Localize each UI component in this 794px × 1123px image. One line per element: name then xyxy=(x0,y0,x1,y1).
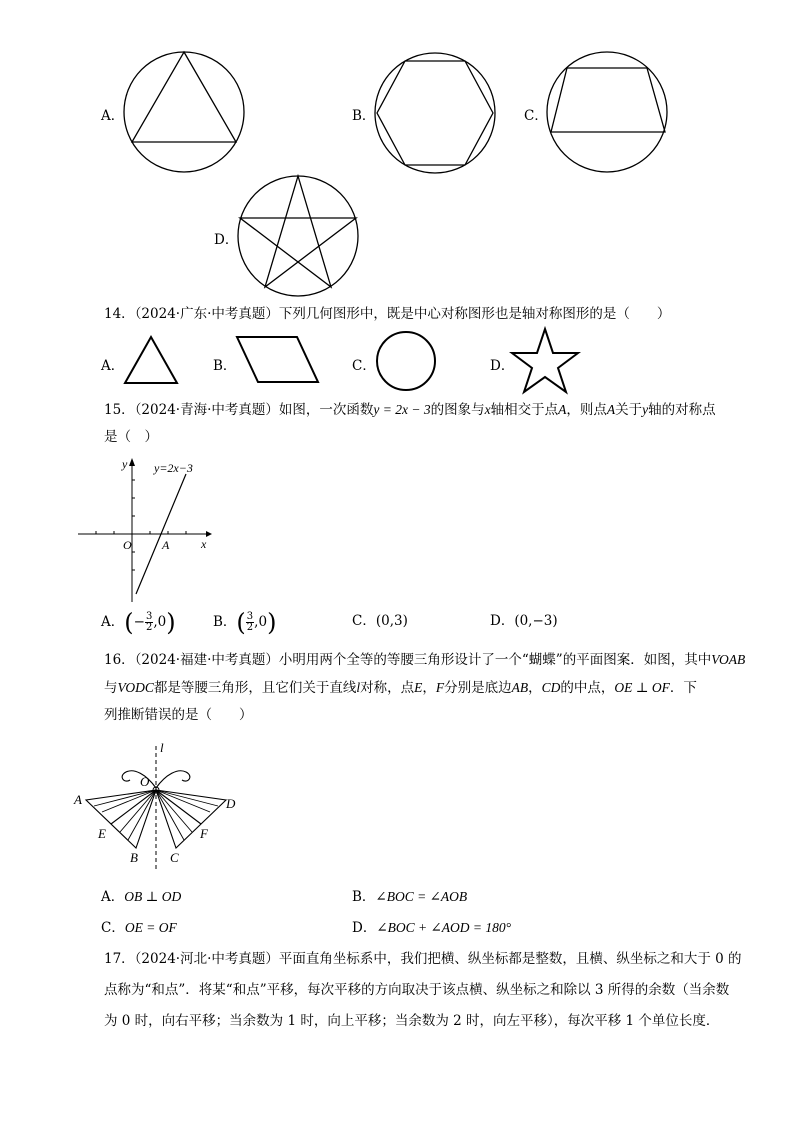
q15-text-e: 关于 xyxy=(615,402,643,418)
fraction-den: 2 xyxy=(246,622,254,633)
parallelogram-shape-icon xyxy=(234,334,324,386)
q16-stem-line3: 列推断错误的是（ ） xyxy=(104,707,253,723)
q15-option-d-value: (0,−3) xyxy=(514,613,558,629)
q16-point-e: E xyxy=(414,680,423,695)
q15-graph-x-label: x xyxy=(201,537,207,551)
q14-stem xyxy=(104,304,670,326)
q16-fig-l: l xyxy=(160,740,164,755)
q16-line2-f: ．下 xyxy=(669,680,697,696)
q16-option-a-expr: OB ⊥ OD xyxy=(124,889,182,904)
q15-number: 15． xyxy=(104,402,135,418)
q15-option-a-label: A． xyxy=(101,614,125,630)
q16-butterfly-figure xyxy=(70,740,250,876)
q16-line2-c: 对称，点 xyxy=(360,680,415,696)
triangle-shape-icon xyxy=(122,334,182,386)
q15-option-d xyxy=(490,611,558,633)
q13-option-a-figure xyxy=(120,48,250,178)
q16-option-d xyxy=(352,917,511,940)
q16-line2-b: 都是等腰三角形，且它们关于直线 xyxy=(153,680,357,696)
q17-line3: 为 0 时，向右平移；当余数为 1 时，向上平移；当余数为 2 时，向左平移），每次平移 1 个单位长度． xyxy=(104,1013,720,1029)
q16-option-b xyxy=(352,886,467,909)
q15-function-graph xyxy=(74,456,234,606)
q15-text-b: 的图象与 xyxy=(430,402,485,418)
q15-option-d-label: D． xyxy=(490,613,515,629)
q15-stem-line2: 是（ ） xyxy=(104,429,158,445)
q15-function: y = 2x − 3 xyxy=(373,402,431,417)
q16-line1: 小明用两个全等的等腰三角形设计了一个“蝴蝶”的平面图案．如图，其中 xyxy=(278,652,712,668)
q16-ab: AB xyxy=(511,680,529,695)
q14-option-d-label: D． xyxy=(490,358,515,374)
fraction-den: 2 xyxy=(145,622,153,633)
q16-number: 16． xyxy=(104,652,135,668)
q16-fig-c: C xyxy=(170,850,179,865)
q16-line-l: l xyxy=(356,680,361,695)
q16-tri1: VOAB xyxy=(711,652,746,667)
q13-option-c-figure xyxy=(543,48,673,178)
q16-line2-a: 与 xyxy=(104,680,118,696)
q16-fig-d: D xyxy=(226,796,236,811)
star-shape-icon xyxy=(512,326,582,390)
fraction-num: 3 xyxy=(246,611,254,622)
q15-option-b: B．( $\frac{3}{2}$ ,0) xyxy=(213,608,277,637)
q13-option-a-label: A． xyxy=(101,108,125,124)
q15-text-a: 如图，一次函数 xyxy=(278,402,374,418)
q16-option-b-expr: ∠BOC = ∠AOB xyxy=(375,889,468,904)
q13-option-c-label: C． xyxy=(524,108,548,124)
fraction xyxy=(246,612,254,633)
q15-graph-point-a: A xyxy=(162,538,170,552)
q15-option-b-y: 0 xyxy=(258,614,268,630)
q14-source: （2024·广东·中考真题） xyxy=(134,306,279,322)
q15-option-c-label: C． xyxy=(352,613,376,629)
q15-option-a-y: 0 xyxy=(157,614,167,630)
q15-y-axis: y xyxy=(642,402,649,417)
q16-option-c-expr: OE = OF xyxy=(124,920,177,935)
q15-option-a: A．(− $\frac{3}{2}$ ,0) xyxy=(101,608,176,637)
q14-text: 下列几何图形中，既是中心对称图形也是轴对称图形的是（ ） xyxy=(278,306,671,322)
q16-stem-line2: 与VODC都是等腰三角形，且它们关于直线l对称，点E，F分别是底边AB，CD的中点，OE ⊥ OF．下 xyxy=(104,680,697,696)
q17-line2: 点称为“和点”．将某“和点”平移，每次平移的方向取决于该点横、纵坐标之和除以 3 所得的余数（当余数 xyxy=(104,982,730,998)
q16-option-c-label: C． xyxy=(101,920,125,936)
q15-point-a: A xyxy=(558,402,567,417)
fraction-num: 3 xyxy=(145,611,153,622)
q16-tri2: VODC xyxy=(117,680,154,695)
q15-text-f: 轴的对称点 xyxy=(648,402,716,418)
q15-option-c-value: (0,3) xyxy=(375,613,408,629)
q16-fig-a: A xyxy=(74,792,82,807)
q14-option-a-label: A． xyxy=(101,358,125,374)
q16-fig-o: O xyxy=(140,774,150,789)
q16-fig-e: E xyxy=(98,826,106,841)
q15-text-d: ，则点 xyxy=(566,402,607,418)
q13-option-b-figure xyxy=(373,52,503,182)
q16-option-c xyxy=(101,917,177,940)
q15-stem-line1 xyxy=(104,399,716,422)
q15-x-axis: x xyxy=(484,402,491,417)
q16-perp: OE ⊥ OF xyxy=(614,680,670,695)
q16-cd: CD xyxy=(541,680,561,695)
q16-source: （2024·福建·中考真题） xyxy=(134,652,279,668)
q16-option-d-label: D． xyxy=(352,920,377,936)
q16-option-d-expr: ∠BOC + ∠AOD = 180° xyxy=(376,920,512,935)
q16-point-f: F xyxy=(435,680,445,695)
q15-graph-origin: O xyxy=(123,538,132,552)
q16-fig-f: F xyxy=(200,826,208,841)
q17-line1: 17．（2024·河北·中考真题）平面直角坐标系中，我们把横、纵坐标都是整数，且横、纵坐标之和大于 0 的 xyxy=(104,951,742,967)
q16-line2-e: 的中点， xyxy=(560,680,615,696)
q15-graph-func-label: y=2x−3 xyxy=(154,461,193,475)
circle-shape-icon xyxy=(375,330,439,394)
q14-option-b-label: B． xyxy=(213,358,237,374)
q15-option-b-label: B． xyxy=(213,614,237,630)
q15-graph-y-label: y xyxy=(122,457,128,471)
q15-point-a-2: A xyxy=(606,402,616,417)
q14-option-c-label: C． xyxy=(352,358,376,374)
q15-text-c: 轴相交于点 xyxy=(490,402,559,418)
q16-line2-d: 分别是底边 xyxy=(444,680,512,696)
q15-source: （2024·青海·中考真题） xyxy=(134,402,279,418)
q16-option-a xyxy=(101,886,181,909)
q14-number: 14． xyxy=(104,306,135,322)
q16-stem-line1 xyxy=(104,649,745,672)
q13-option-d-figure xyxy=(236,174,366,304)
q13-option-b-label: B． xyxy=(352,108,376,124)
q16-fig-b: B xyxy=(130,850,138,865)
q15-option-c xyxy=(352,611,408,633)
q13-option-d-label: D． xyxy=(214,232,239,248)
q16-option-b-label: B． xyxy=(352,889,376,905)
q16-option-a-label: A． xyxy=(101,889,125,905)
